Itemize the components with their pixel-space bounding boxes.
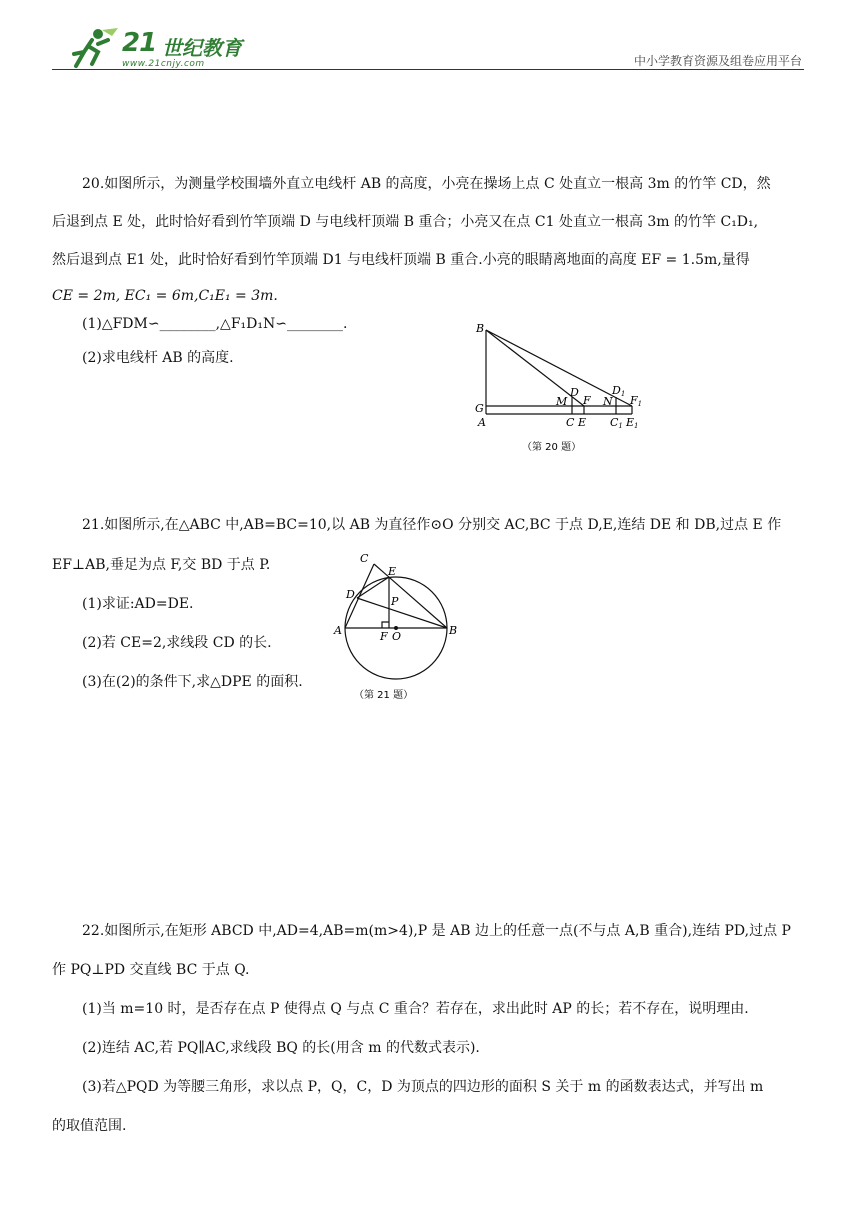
q22-subquestion-2: (2)连结 AC,若 PQ∥AC,求线段 BQ 的长(用含 m 的代数式表示). xyxy=(82,1040,480,1056)
fig21-label-a: A xyxy=(334,624,342,637)
platform-tagline: 中小学教育资源及组卷应用平台 xyxy=(633,54,802,68)
q22-subquestion-1: (1)当 m=10 时，是否存在点 P 使得点 Q 与点 C 重合？若存在，求出此时 AP 的长；若不存在，说明理由. xyxy=(82,1001,749,1017)
fig21-label-d: D xyxy=(346,588,355,601)
fig20-label-e1: E1 xyxy=(626,416,639,430)
fig20-label-f: F xyxy=(583,394,591,407)
fig20-label-g: G xyxy=(475,402,484,415)
q20-line-4: CE = 2m, EC₁ = 6m,C₁E₁ = 3m. xyxy=(52,288,278,304)
fig20-label-m: M xyxy=(556,395,568,408)
fig21-label-p: P xyxy=(391,595,399,608)
fig21-label-o: O xyxy=(392,630,402,643)
q22-subquestion-3: (3)若△PQD 为等腰三角形，求以点 P，Q，C，D 为顶点的四边形的面积 S 关于 m 的函数表达式，并写出 m xyxy=(82,1079,764,1095)
q20-figure xyxy=(470,318,650,458)
logo-text: 世纪教育 xyxy=(162,36,242,60)
page-header xyxy=(52,22,804,72)
fig20-label-d1: D1 xyxy=(612,384,626,398)
q20-line-1: 20.如图所示，为测量学校围墙外直立电线杆 AB 的高度，小亮在操场上点 C 处直立一根高 3m 的竹竿 CD，然 xyxy=(82,176,771,192)
q22-subquestion-3-cont: 的取值范围. xyxy=(52,1118,127,1134)
fig21-caption: （第 21 题） xyxy=(354,690,414,701)
fig21-label-e: E xyxy=(388,565,397,578)
q21-line-1: 21.如图所示,在△ABC 中,AB=BC=10,以 AB 为直径作⊙O 分别交 AC,BC 于点 D,E,连结 DE 和 DB,过点 E 作 xyxy=(82,517,782,533)
q21-subquestion-2: (2)若 CE=2,求线段 CD 的长. xyxy=(82,635,272,651)
fig20-label-a: A xyxy=(478,416,486,429)
q21-subquestion-1: (1)求证:AD=DE. xyxy=(82,596,194,612)
fig21-label-b: B xyxy=(449,624,458,637)
fig20-label-n: N xyxy=(603,395,613,408)
fig20-caption: （第 20 题） xyxy=(522,442,582,453)
fig20-label-e: E xyxy=(578,416,587,429)
logo-url: www.21cnjy.com xyxy=(122,59,205,69)
fig20-label-f1: F1 xyxy=(630,394,643,408)
fig20-label-b: B xyxy=(476,322,485,335)
fig20-label-c: C xyxy=(566,416,575,429)
q20-subquestion-1: (1)△FDM∽________,△F₁D₁N∽________. xyxy=(82,316,348,332)
logo-number: 21 xyxy=(122,28,157,58)
q20-line-3: 然后退到点 E1 处，此时恰好看到竹竿顶端 D1 与电线杆顶端 B 重合.小亮的眼睛离地面的高度 EF = 1.5m,量得 xyxy=(52,252,750,268)
q21-subquestion-3: (3)在(2)的条件下,求△DPE 的面积. xyxy=(82,674,303,690)
q22-line-2: 作 PQ⊥PD 交直线 BC 于点 Q. xyxy=(52,962,250,978)
fig20-label-c1: C1 xyxy=(610,416,623,430)
q22-line-1: 22.如图所示,在矩形 ABCD 中,AD=4,AB=m(m>4),P 是 AB 边上的任意一点(不与点 A,B 重合),连结 PD,过点 P xyxy=(82,923,791,939)
fig21-label-f: F xyxy=(380,630,388,643)
site-logo[interactable] xyxy=(62,26,242,72)
fig21-label-c: C xyxy=(360,552,369,565)
fig20-label-d: D xyxy=(570,386,579,399)
q20-subquestion-2: (2)求电线杆 AB 的高度. xyxy=(82,350,234,366)
q21-figure xyxy=(330,548,465,708)
q20-line-2: 后退到点 E 处，此时恰好看到竹竿顶端 D 与电线杆顶端 B 重合；小亮又在点 C1 处直立一根高 3m 的竹竿 C₁D₁, xyxy=(52,214,759,230)
runner-logo-icon xyxy=(62,26,122,72)
header-divider xyxy=(52,69,804,70)
q21-line-2: EF⊥AB,垂足为点 F,交 BD 于点 P. xyxy=(52,557,271,573)
